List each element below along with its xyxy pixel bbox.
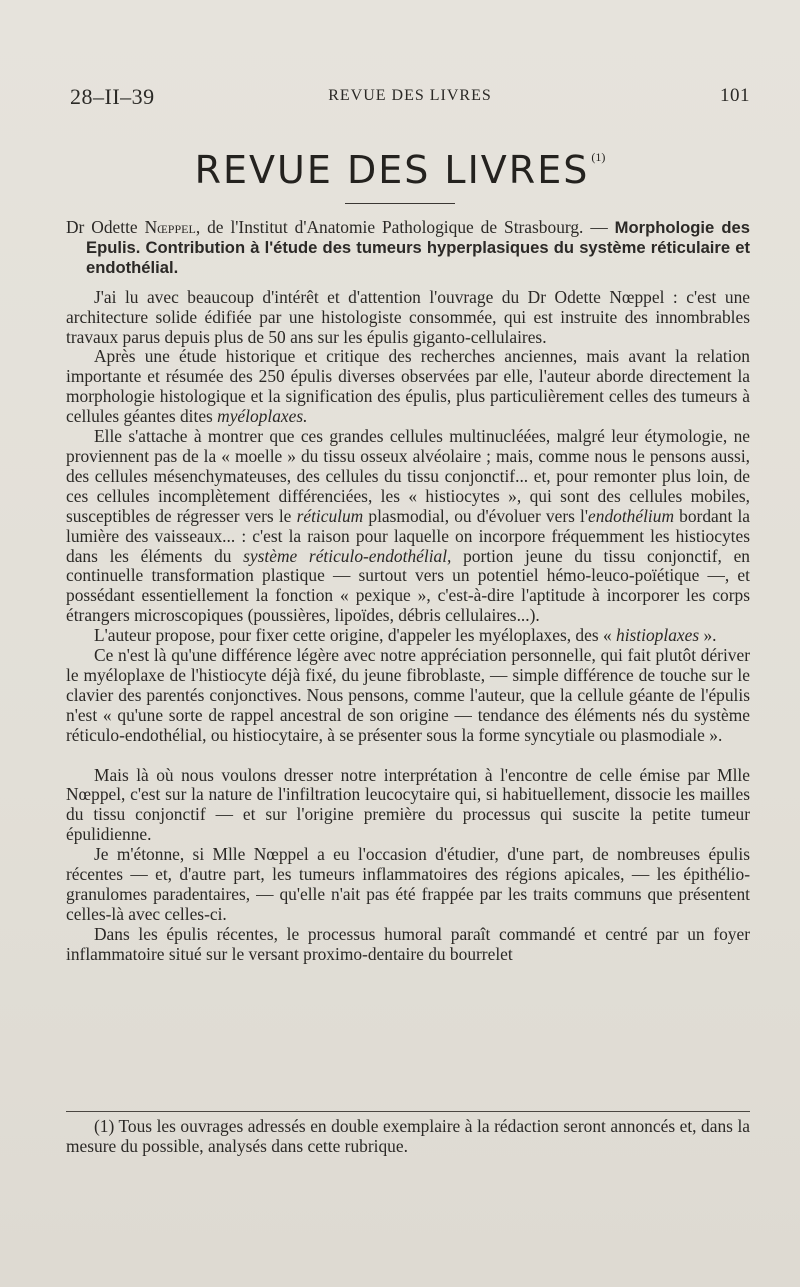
paragraph-3-emphasis-1: réticulum	[296, 505, 364, 526]
book-entry-header	[66, 218, 750, 278]
paragraph-7: Je m'étonne, si Mlle Nœppel a eu l'occasion d'étudier, d'une part, de nombreuses épulis récentes — et, d'autre part, les tumeurs inflammatoires des régions apicales, — les épithélio-granulomes paradentaires, — qu'elle n'ait pas été frappée par les traits communs que présentent celles-là avec celles-ci.	[66, 844, 750, 924]
paragraph-6: Mais là où nous voulons dresser notre interprétation à l'encontre de celle émise par Mlle Nœppel, c'est sur la nature de l'infiltration leucocytaire qui, si habituellement, dissocie les mailles du tissu conjonctif — et sur l'origine première du processus qui suscite la petite tumeur épulidienne.	[66, 764, 750, 845]
running-head-date: 28–II–39	[70, 84, 155, 109]
page-title	[195, 148, 606, 192]
paragraph-4-text-a: L'auteur propose, pour fixer cette origine, d'appeler les myéloplaxes, des «	[94, 625, 617, 646]
paragraph-2	[66, 347, 750, 427]
page-title-text: REVUE DES LIVRES	[194, 148, 590, 192]
paragraph-3-emphasis-2: endothélium	[588, 505, 674, 526]
footnote-reference: (1)	[591, 150, 606, 164]
footnote-divider	[66, 1111, 750, 1112]
running-head	[70, 84, 750, 110]
paragraph-3-text-d: portion jeune du tissu conjonctif, en continuelle transformation plastique — surtout vers un potentiel hémo-leuco-poïétique —, et possédant essentiellement la fonction « pexique », c'est-à-dire l'aptitude à incorporer les corps étrangers microscopiques (poussières, lipoïdes, débris cellulaires...).	[66, 545, 750, 626]
paragraph-4	[66, 626, 750, 646]
running-head-section: REVUE DES LIVRES	[328, 87, 492, 104]
paragraph-3-emphasis-3: système réticulo-endothélial,	[243, 545, 452, 566]
author-institution: , de l'Institut d'Anatomie Pathologique de Strasbourg. —	[195, 217, 615, 237]
footnote	[66, 1117, 750, 1157]
paragraph-4-text-b: ».	[699, 625, 717, 646]
paragraph-1: J'ai lu avec beaucoup d'intérêt et d'attention l'ouvrage du Dr Odette Nœppel : c'est une architecture solide édifiée par une histologiste consommée, qui est instruite des innombrables travaux parus depuis plus de 50 ans sur les épulis giganto-cellulaires.	[66, 286, 750, 347]
paragraph-4-emphasis: histioplaxes	[616, 625, 700, 646]
page-title-block	[0, 148, 800, 192]
footnote-text: (1) Tous les ouvrages adressés en double exemplaire à la rédaction seront annoncés et, dans la mesure du possible, analysés dans cette rubrique.	[66, 1116, 750, 1156]
book-title: Morphologie des Epulis. Contribution à l'étude des tumeurs hyperplasiques du système réticulaire et endothélial.	[86, 218, 751, 277]
title-divider	[345, 203, 455, 204]
paragraph-3-text-b: plasmodial, ou d'évoluer vers l'	[363, 505, 589, 526]
paragraph-3-text-c: bordant la lumière des vaisseaux... : c'est la raison pour laquelle on incorpore fréquemment les histiocytes dans les éléments du	[66, 505, 751, 566]
page-number: 101	[720, 85, 750, 106]
paragraph-8: Dans les épulis récentes, le processus humoral paraît commandé et centré par un foyer inflammatoire situé sur le versant proximo-dentaire du bourrelet	[66, 923, 750, 964]
author-prefix: Dr Odette	[66, 217, 145, 237]
paragraph-5: Ce n'est là qu'une différence légère avec notre appréciation personnelle, qui fait plutôt dériver le myéloplaxe de l'histiocyte déjà fixé, du jeune fibroblaste, — simple différence de touche sur le clavier des parentés conjonctives. Nous pensons, comme l'auteur, que la cellule géante de l'épulis n'est « qu'une sorte de rappel ancestral de son origine — tendance des éléments nés du système réticulo-endothélial, ou histiocytaire, à se présenter sous la forme syncytiale ou plasmodiale ».	[66, 645, 750, 745]
author-name: Nœppel	[144, 217, 196, 237]
section-gap	[66, 746, 750, 766]
paragraph-2-emphasis: myéloplaxes.	[217, 406, 308, 427]
article-body	[66, 218, 750, 965]
paragraph-2-text: Après une étude historique et critique des recherches anciennes, mais avant la relation importante et résumée des 250 épulis diverses observées par elle, l'auteur aborde directement la morphologie histologique et la signification des épulis, plus particulièrement celles des tumeurs à cellules géantes dites	[66, 346, 750, 427]
paragraph-3-text-a: Elle s'attache à montrer que ces grandes cellules multinucléées, malgré leur étymologie, ne proviennent pas de la « moelle » du tissu osseux alvéolaire ; mais, comme nous le pensons aussi, des cellules mésenchymateuses, des cellules du tissu conjonctif... et, pour remonter plus loin, de ces cellules incomplètement différenciées, les « histiocytes », qui sont des cellules mobiles, susceptibles de régresser vers le	[66, 426, 750, 526]
paragraph-3	[66, 427, 750, 626]
